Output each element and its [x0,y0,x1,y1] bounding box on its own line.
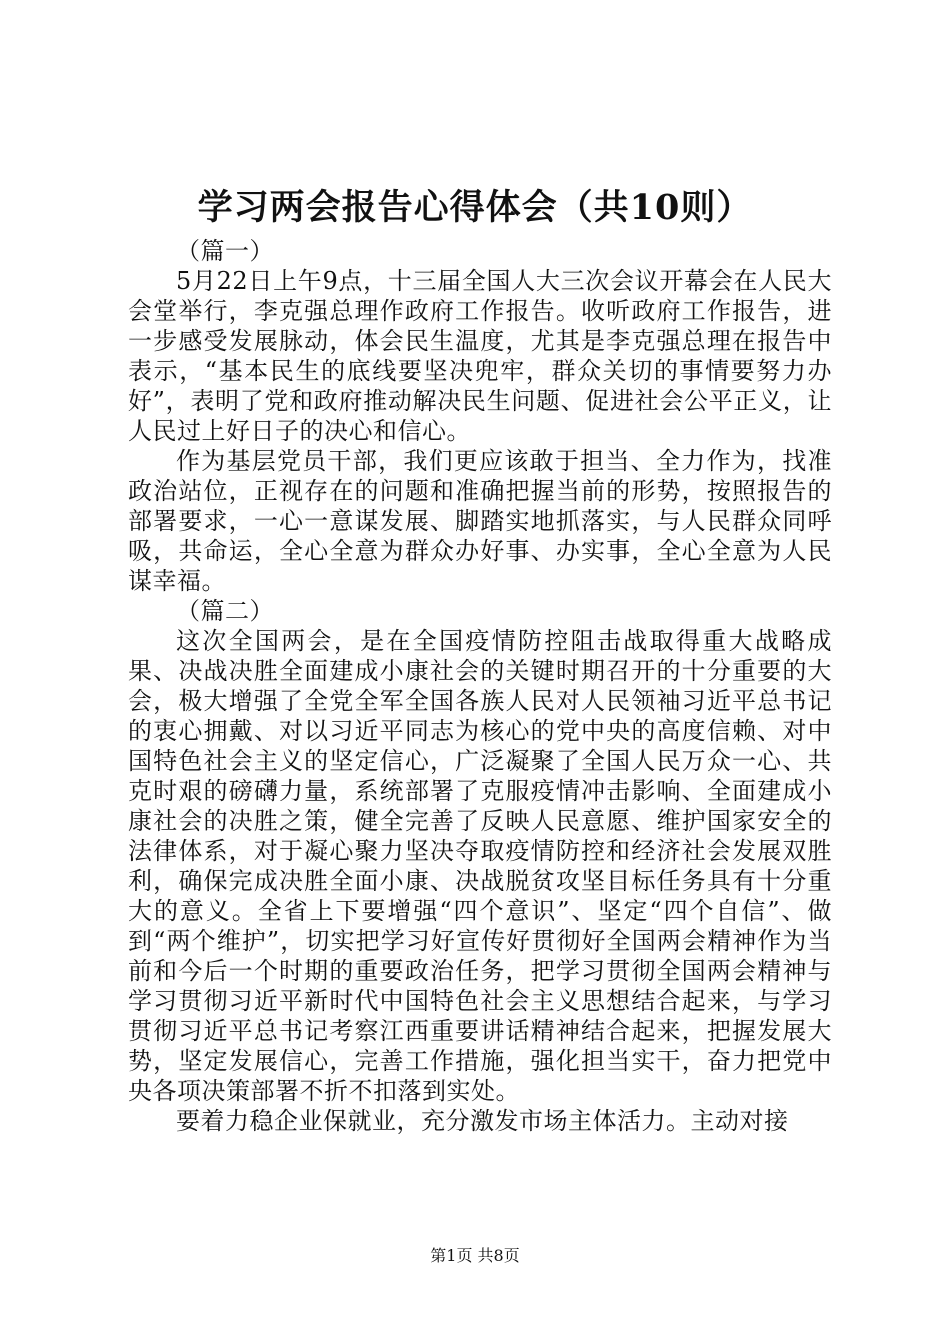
document-title: 学习两会报告心得体会（共10则） [197,187,753,228]
section-heading-2: （篇二） [176,597,274,625]
page-footer: 第1页 共8页 [430,1246,520,1265]
paragraph-2-2: 要着力稳企业保就业，充分激发市场主体活力。主动对接 [176,1107,789,1135]
paragraph-2-1: 这次全国两会，是在全国疫情防控阻击战取得重大战略成果、决战决胜全面建成小康社会的关键时期召开的十分重要的大会，极大增强了全党全军全国各族人民对人民领袖习近平总书记的衷心拥戴、对以习近平同志为核心的党中央的高度信赖、对中国特色社会主义的坚定信心，广泛凝聚了全国人民万众一心、共克时艰的磅礴力量，系统部署了克服疫情冲击影响、全面建成小康社会的决胜之策，健全完善了反映人民意愿、维护国家安全的法律体系，对于凝心聚力坚决夺取疫情防控和经济社会发展双胜利，确保完成决胜全面小康、决战脱贫攻坚目标任务具有十分重大的意义。全省上下要增强“四个意识”、坚定“四个自信”、做到“两个维护”，切实把学习好宣传好贯彻好全国两会精神作为当前和今后一个时期的重要政治任务，把学习贯彻全国两会精神与学习贯彻习近平新时代中国特色社会主义思想结合起来，与学习贯彻习近平总书记考察江西重要讲话精神结合起来，把握发展大势，坚定发展信心，完善工作措施，强化担当实干，奋力把党中央各项决策部署不折不扣落到实处。 [128,627,832,1105]
section-heading-1: （篇一） [176,237,274,265]
paragraph-1-2: 作为基层党员干部，我们更应该敢于担当、全力作为，找准政治站位，正视存在的问题和准确把握当前的形势，按照报告的部署要求，一心一意谋发展、脚踏实地抓落实，与人民群众同呼吸，共命运，全心全意为群众办好事、办实事，全心全意为人民谋幸福。 [128,447,832,595]
document-body [128,236,832,1136]
paragraph-1-1: 5月22日上午9点，十三届全国人大三次会议开幕会在人民大会堂举行，李克强总理作政府工作报告。收听政府工作报告，进一步感受发展脉动，体会民生温度，尤其是李克强总理在报告中表示，“基本民生的底线要坚决兜牢，群众关切的事情要努力办好”，表明了党和政府推动解决民生问题、促进社会公平正义，让人民过上好日子的决心和信心。 [128,267,832,445]
